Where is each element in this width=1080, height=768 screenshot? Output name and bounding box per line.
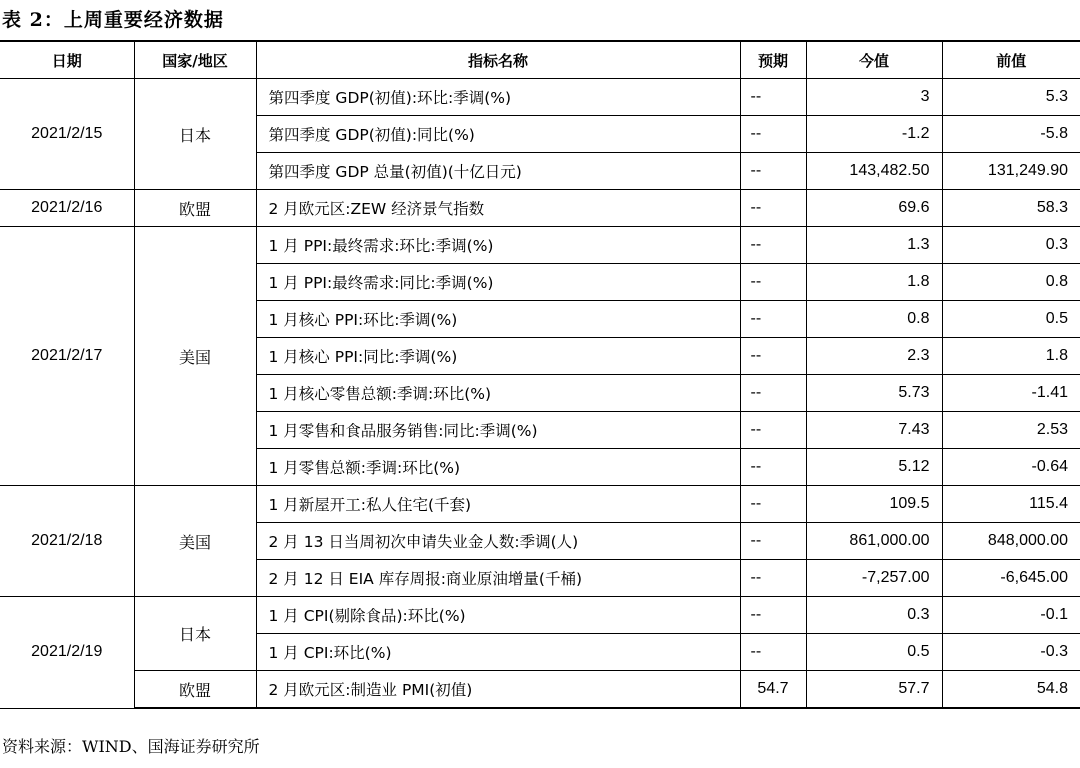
date-cell: 2021/2/19 [0,597,134,709]
current-cell: 5.12 [806,449,942,486]
previous-cell: -5.8 [942,116,1080,153]
indicator-cell: 1 月核心零售总额:季调:环比(%) [256,375,740,412]
previous-cell: 5.3 [942,79,1080,116]
previous-cell: -1.41 [942,375,1080,412]
header-previous: 前值 [942,41,1080,79]
current-cell: 2.3 [806,338,942,375]
current-cell: 0.3 [806,597,942,634]
table-row [0,190,1080,227]
expected-cell: -- [740,227,806,264]
date-cell: 2021/2/17 [0,227,134,486]
region-cell: 美国 [134,227,256,486]
previous-cell: 58.3 [942,190,1080,227]
expected-cell: -- [740,190,806,227]
indicator-cell: 1 月 PPI:最终需求:环比:季调(%) [256,227,740,264]
expected-cell: -- [740,375,806,412]
previous-cell: 0.5 [942,301,1080,338]
previous-cell: 115.4 [942,486,1080,523]
header-current: 今值 [806,41,942,79]
expected-cell: -- [740,153,806,190]
table-row [0,597,1080,634]
expected-cell: -- [740,79,806,116]
expected-cell: -- [740,486,806,523]
indicator-cell: 2 月欧元区:制造业 PMI(初值) [256,671,740,709]
previous-cell: -0.1 [942,597,1080,634]
expected-cell: -- [740,597,806,634]
table-row [0,486,1080,523]
indicator-cell: 1 月 PPI:最终需求:同比:季调(%) [256,264,740,301]
table-header-row [0,41,1080,79]
table-row [0,227,1080,264]
current-cell: 861,000.00 [806,523,942,560]
previous-cell: 0.3 [942,227,1080,264]
previous-cell: -0.3 [942,634,1080,671]
expected-cell: -- [740,301,806,338]
current-cell: 143,482.50 [806,153,942,190]
previous-cell: 848,000.00 [942,523,1080,560]
region-cell: 日本 [134,597,256,671]
table-row [0,79,1080,116]
current-cell: 57.7 [806,671,942,709]
table-caption: 表 2：上周重要经济数据 [2,9,224,31]
indicator-cell: 第四季度 GDP(初值):同比(%) [256,116,740,153]
current-cell: 0.5 [806,634,942,671]
date-cell: 2021/2/15 [0,79,134,190]
source-note: 资料来源：WIND、国海证券研究所 [2,737,260,756]
expected-cell: -- [740,412,806,449]
header-expected: 预期 [740,41,806,79]
region-cell: 欧盟 [134,671,256,709]
expected-cell: -- [740,116,806,153]
region-cell: 欧盟 [134,190,256,227]
indicator-cell: 1 月 CPI(剔除食品):环比(%) [256,597,740,634]
current-cell: 7.43 [806,412,942,449]
current-cell: -1.2 [806,116,942,153]
current-cell: 1.8 [806,264,942,301]
indicator-cell: 1 月新屋开工:私人住宅(千套) [256,486,740,523]
current-cell: 109.5 [806,486,942,523]
header-date: 日期 [0,41,134,79]
previous-cell: -0.64 [942,449,1080,486]
expected-cell: -- [740,449,806,486]
indicator-cell: 1 月 CPI:环比(%) [256,634,740,671]
date-cell: 2021/2/18 [0,486,134,597]
indicator-cell: 1 月零售总额:季调:环比(%) [256,449,740,486]
previous-cell: 2.53 [942,412,1080,449]
economic-data-table [0,40,1080,709]
current-cell: 3 [806,79,942,116]
indicator-cell: 1 月核心 PPI:同比:季调(%) [256,338,740,375]
indicator-cell: 第四季度 GDP 总量(初值)(十亿日元) [256,153,740,190]
indicator-cell: 2 月 12 日 EIA 库存周报:商业原油增量(千桶) [256,560,740,597]
indicator-cell: 第四季度 GDP(初值):环比:季调(%) [256,79,740,116]
expected-cell: -- [740,264,806,301]
date-cell: 2021/2/16 [0,190,134,227]
current-cell: -7,257.00 [806,560,942,597]
indicator-cell: 2 月 13 日当周初次申请失业金人数:季调(人) [256,523,740,560]
expected-cell: -- [740,338,806,375]
expected-cell: -- [740,634,806,671]
previous-cell: 1.8 [942,338,1080,375]
current-cell: 1.3 [806,227,942,264]
region-cell: 美国 [134,486,256,597]
previous-cell: 54.8 [942,671,1080,709]
table-row [0,671,1080,709]
indicator-cell: 1 月核心 PPI:环比:季调(%) [256,301,740,338]
header-region: 国家/地区 [134,41,256,79]
indicator-cell: 1 月零售和食品服务销售:同比:季调(%) [256,412,740,449]
expected-cell: -- [740,523,806,560]
current-cell: 0.8 [806,301,942,338]
previous-cell: 131,249.90 [942,153,1080,190]
region-cell: 日本 [134,79,256,190]
expected-cell: 54.7 [740,671,806,709]
previous-cell: 0.8 [942,264,1080,301]
current-cell: 5.73 [806,375,942,412]
expected-cell: -- [740,560,806,597]
header-indicator: 指标名称 [256,41,740,79]
previous-cell: -6,645.00 [942,560,1080,597]
current-cell: 69.6 [806,190,942,227]
indicator-cell: 2 月欧元区:ZEW 经济景气指数 [256,190,740,227]
